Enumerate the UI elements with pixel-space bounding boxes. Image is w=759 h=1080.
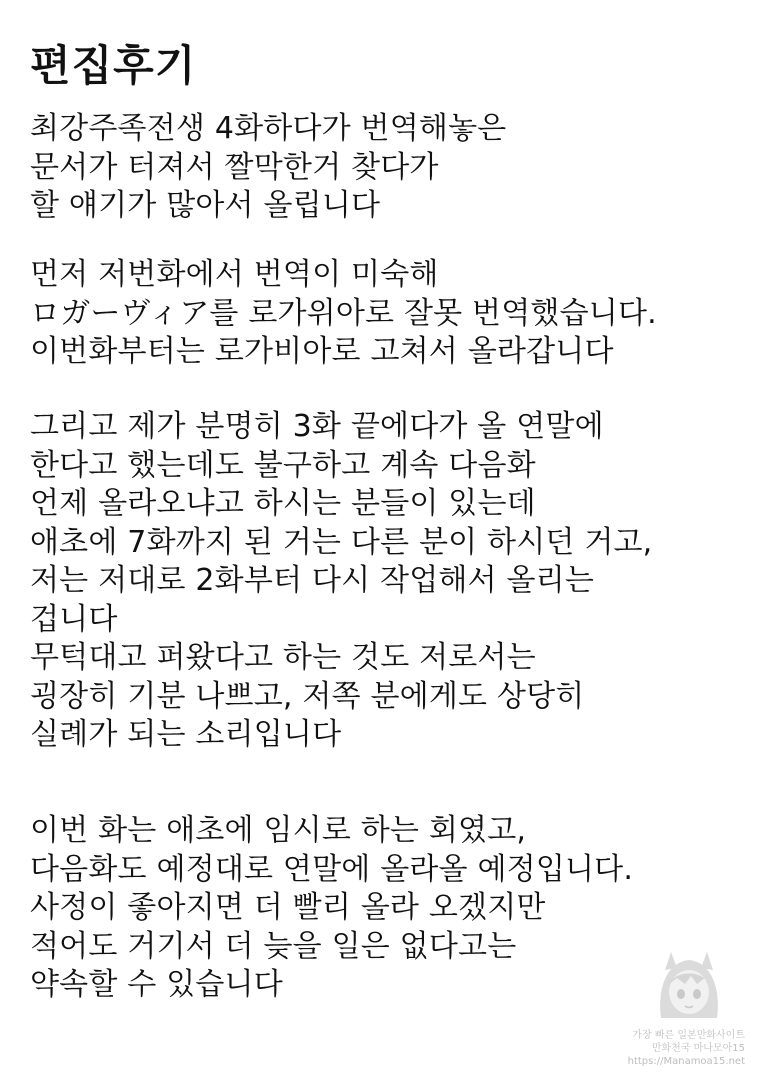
text-line: 한다고 했는데도 불구하고 계속 다음화 xyxy=(30,447,536,483)
paragraph-correction xyxy=(30,256,657,372)
text-line: 굉장히 기분 나쁘고, 저쪽 분에게도 상당히 xyxy=(30,678,585,714)
text-line: 문서가 터져서 짤막한거 찾다가 xyxy=(30,149,439,185)
text-line: 애초에 7화까지 된 거는 다른 분이 하시던 거고, xyxy=(30,524,653,560)
paragraph-schedule xyxy=(30,812,633,1005)
text-line: 먼저 저번화에서 번역이 미숙해 xyxy=(30,257,439,292)
text-line: 이번 화는 애초에 임시로 하는 회였고, xyxy=(30,813,527,848)
text-line: ロガーヴィア를 로가위아로 잘못 번역했습니다. xyxy=(30,295,657,331)
text-line: 언제 올라오냐고 하시는 분들이 있는데 xyxy=(30,486,536,521)
page-title: 편집후기 xyxy=(30,41,197,90)
paragraph-intro xyxy=(30,110,506,226)
site-watermark xyxy=(625,948,745,1068)
text-line: 적어도 거기서 더 늦을 일은 없다고는 xyxy=(30,928,517,964)
mascot-icon xyxy=(647,948,731,1032)
watermark-tagline: 가장 빠른 일본만화사이트 xyxy=(632,1030,745,1041)
text-line: 사정이 좋아지면 더 빨리 올라 오겠지만 xyxy=(30,890,546,925)
text-line: 무턱대고 퍼왔다고 하는 것도 저로서는 xyxy=(30,640,536,675)
text-line: 할 얘기가 많아서 올립니다 xyxy=(30,188,381,223)
text-line: 이번화부터는 로가비아로 고쳐서 올라갑니다 xyxy=(30,334,614,369)
text-line: 다음화도 예정대로 연말에 올라올 예정입니다. xyxy=(30,851,634,887)
text-line: 그리고 제가 분명히 3화 끝에다가 올 연말에 xyxy=(30,409,604,444)
text-line: 최강주족전생 4화하다가 번역해놓은 xyxy=(30,111,507,146)
text-line: 저는 저대로 2화부터 다시 작업해서 올리는 xyxy=(30,563,595,598)
text-line: 겁니다 xyxy=(30,601,118,637)
watermark-site-name: 만화천국 마나모아15 xyxy=(651,1043,745,1054)
text-line: 실례가 되는 소리입니다 xyxy=(30,717,342,752)
watermark-url: https://Manamoa15.net xyxy=(627,1056,745,1067)
text-line: 약속할 수 있습니다 xyxy=(30,967,283,1002)
paragraph-explanation xyxy=(30,408,652,755)
